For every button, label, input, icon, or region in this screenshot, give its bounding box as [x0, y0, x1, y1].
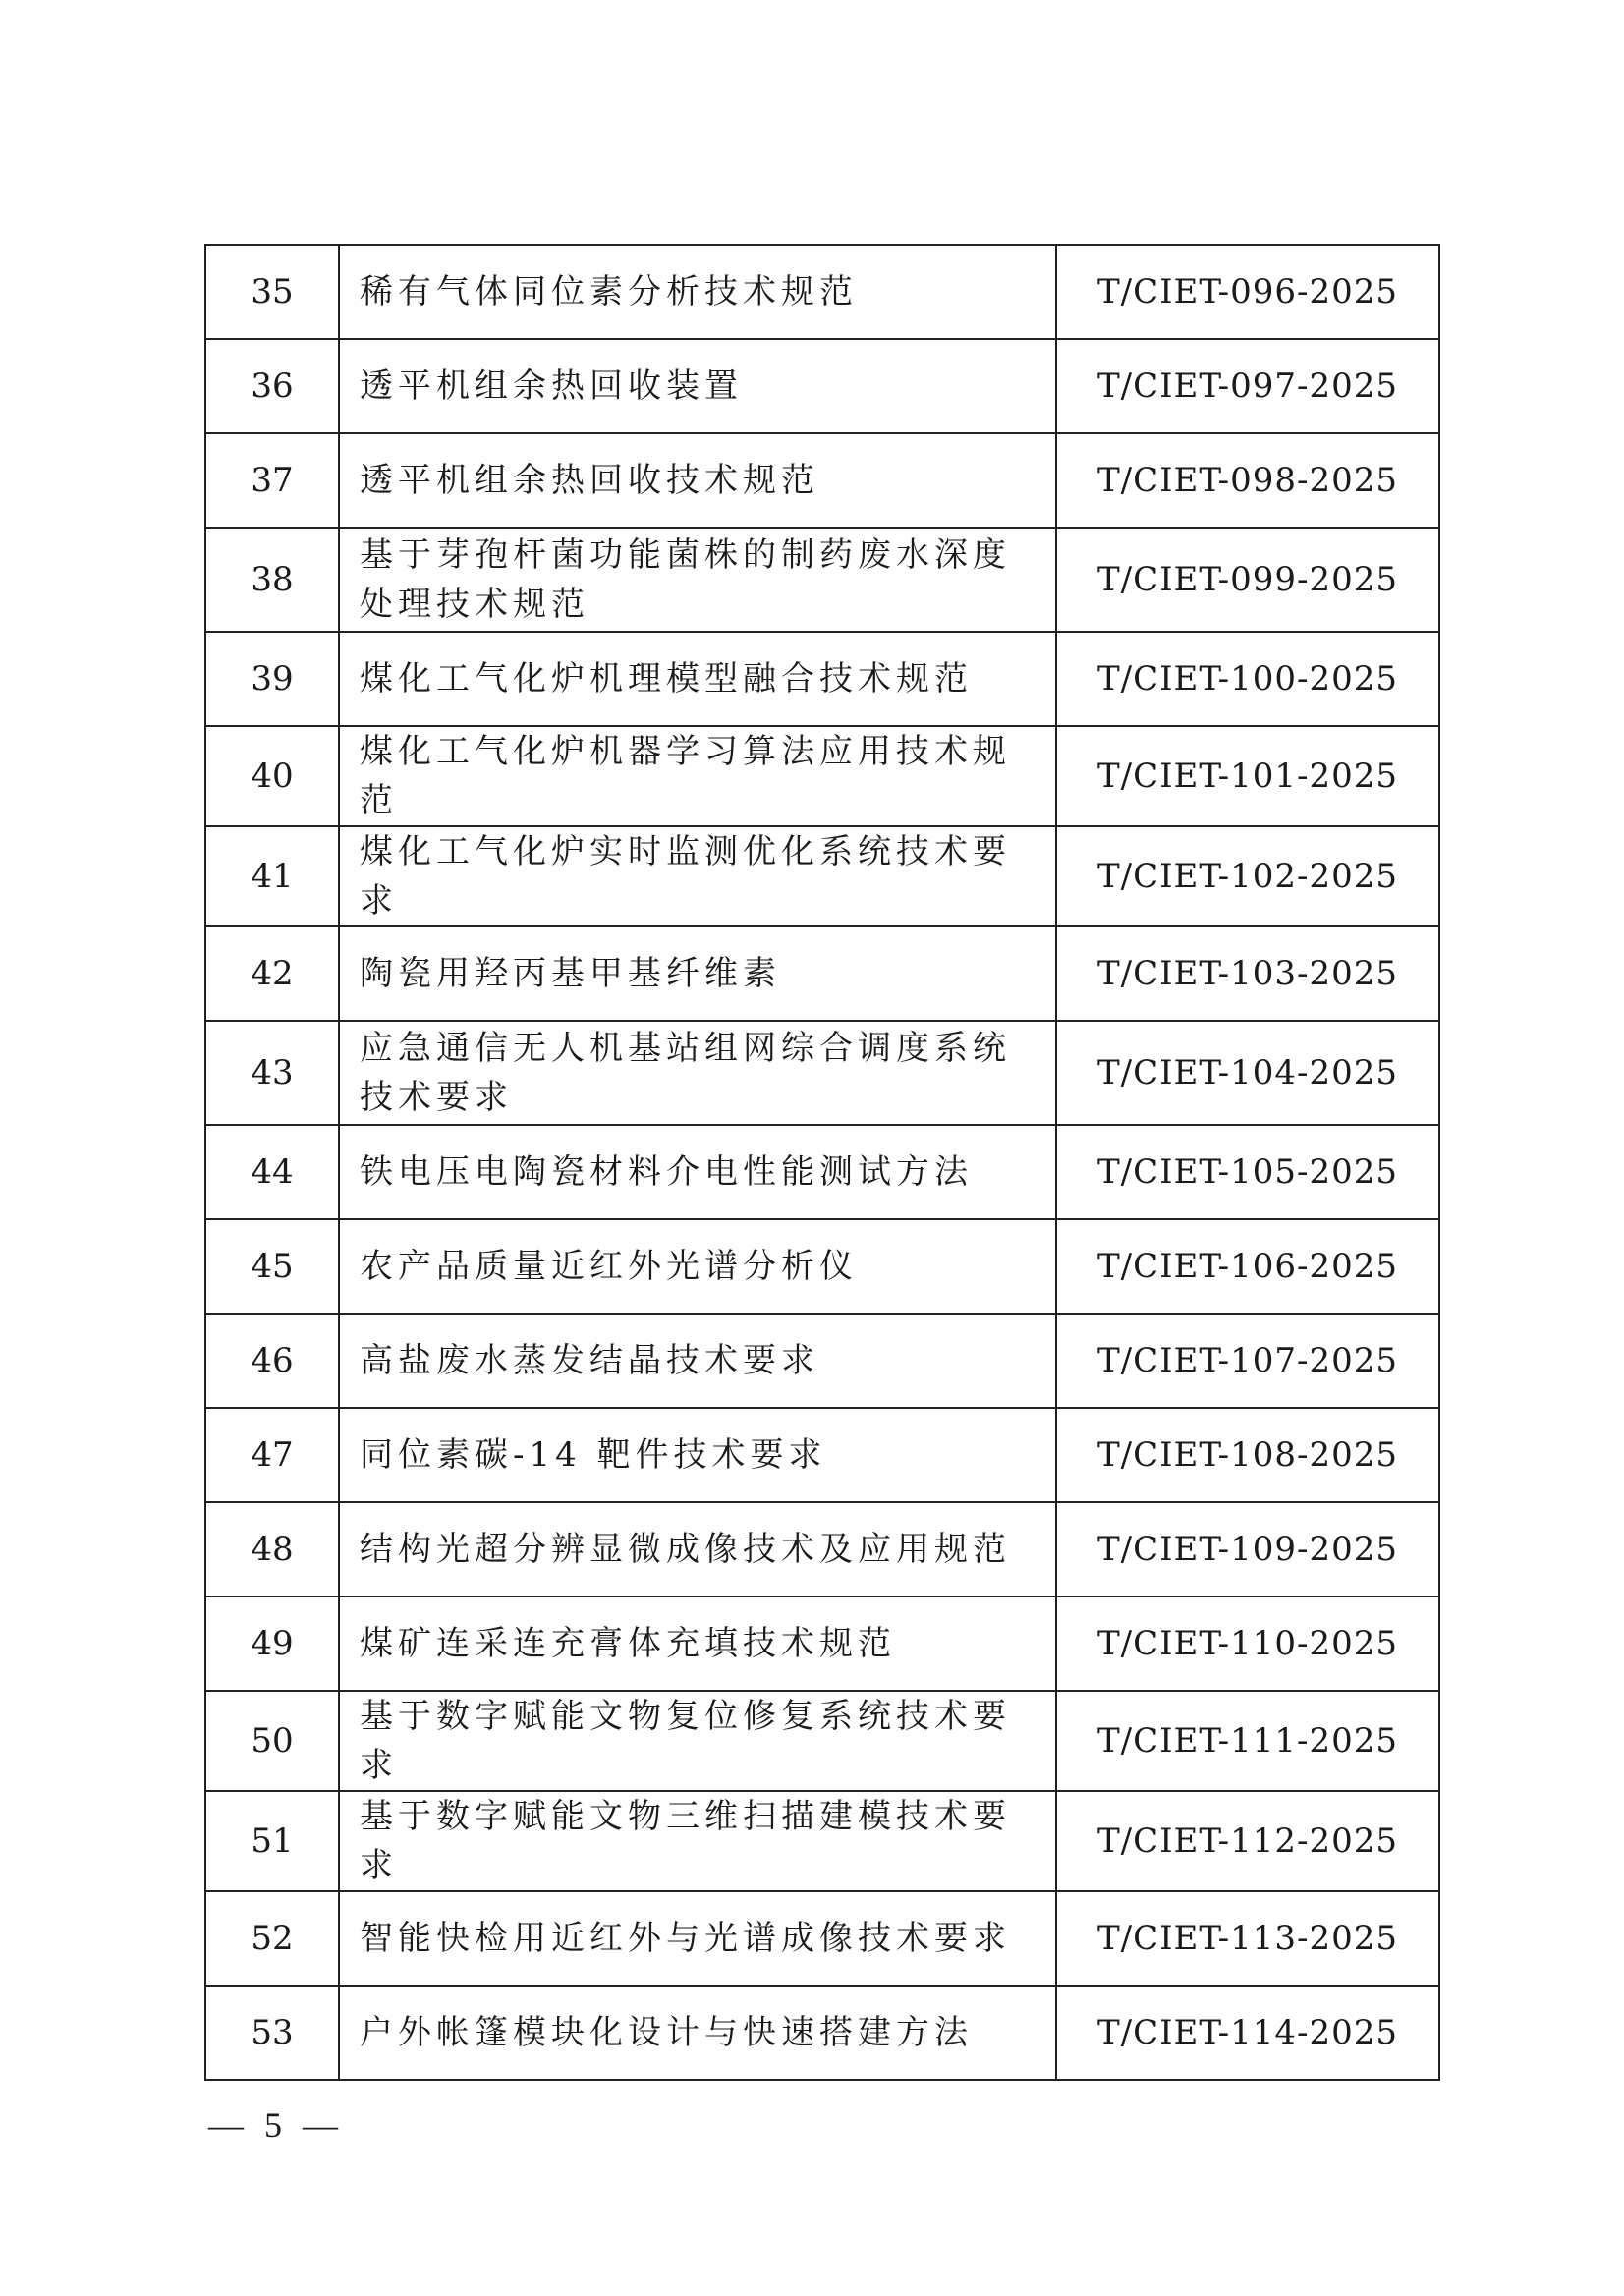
table-row	[205, 245, 1439, 339]
standard-code: T/CIET-109-2025	[1056, 1502, 1439, 1596]
standard-code: T/CIET-104-2025	[1056, 1021, 1439, 1125]
standard-code: T/CIET-103-2025	[1056, 926, 1439, 1021]
row-number: 51	[205, 1791, 339, 1891]
row-number: 52	[205, 1891, 339, 1986]
standard-name: 农产品质量近红外光谱分析仪	[339, 1219, 1056, 1314]
row-number: 53	[205, 1986, 339, 2080]
standard-code: T/CIET-111-2025	[1056, 1691, 1439, 1791]
standard-name: 透平机组余热回收装置	[339, 339, 1056, 433]
standard-code: T/CIET-100-2025	[1056, 632, 1439, 726]
standard-code: T/CIET-107-2025	[1056, 1314, 1439, 1408]
row-number: 46	[205, 1314, 339, 1408]
row-number: 40	[205, 726, 339, 826]
row-number: 50	[205, 1691, 339, 1791]
table-row	[205, 1891, 1439, 1986]
table-row	[205, 632, 1439, 726]
standard-name: 煤化工气化炉机器学习算法应用技术规范	[339, 726, 1056, 826]
standard-code: T/CIET-112-2025	[1056, 1791, 1439, 1891]
row-number: 35	[205, 245, 339, 339]
row-number: 45	[205, 1219, 339, 1314]
standard-name: 高盐废水蒸发结晶技术要求	[339, 1314, 1056, 1408]
standard-code: T/CIET-108-2025	[1056, 1408, 1439, 1502]
table-row	[205, 726, 1439, 826]
standard-name: 铁电压电陶瓷材料介电性能测试方法	[339, 1125, 1056, 1219]
standards-table	[204, 244, 1440, 2081]
table-row	[205, 826, 1439, 926]
standard-name: 基于数字赋能文物三维扫描建模技术要求	[339, 1791, 1056, 1891]
standard-code: T/CIET-110-2025	[1056, 1596, 1439, 1691]
standard-code: T/CIET-101-2025	[1056, 726, 1439, 826]
row-number: 37	[205, 433, 339, 528]
standard-code: T/CIET-098-2025	[1056, 433, 1439, 528]
row-number: 36	[205, 339, 339, 433]
standard-code: T/CIET-097-2025	[1056, 339, 1439, 433]
row-number: 38	[205, 528, 339, 632]
standard-name: 结构光超分辨显微成像技术及应用规范	[339, 1502, 1056, 1596]
row-number: 47	[205, 1408, 339, 1502]
standard-code: T/CIET-114-2025	[1056, 1986, 1439, 2080]
standard-name: 陶瓷用羟丙基甲基纤维素	[339, 926, 1056, 1021]
table-row	[205, 1125, 1439, 1219]
table-row	[205, 528, 1439, 632]
standard-name: 基于芽孢杆菌功能菌株的制药废水深度处理技术规范	[339, 528, 1056, 632]
table-row	[205, 1021, 1439, 1125]
row-number: 48	[205, 1502, 339, 1596]
table-row	[205, 433, 1439, 528]
table-row	[205, 1596, 1439, 1691]
standard-name: 基于数字赋能文物复位修复系统技术要求	[339, 1691, 1056, 1791]
row-number: 49	[205, 1596, 339, 1691]
table-row	[205, 1314, 1439, 1408]
standard-code: T/CIET-105-2025	[1056, 1125, 1439, 1219]
standard-name: 稀有气体同位素分析技术规范	[339, 245, 1056, 339]
standard-name: 透平机组余热回收技术规范	[339, 433, 1056, 528]
standard-code: T/CIET-113-2025	[1056, 1891, 1439, 1986]
standard-code: T/CIET-096-2025	[1056, 245, 1439, 339]
page-number: — 5 —	[208, 2105, 344, 2145]
row-number: 39	[205, 632, 339, 726]
table-row	[205, 1408, 1439, 1502]
standard-name: 煤矿连采连充膏体充填技术规范	[339, 1596, 1056, 1691]
row-number: 41	[205, 826, 339, 926]
table-row	[205, 1791, 1439, 1891]
table-row	[205, 926, 1439, 1021]
table-row	[205, 339, 1439, 433]
standard-code: T/CIET-106-2025	[1056, 1219, 1439, 1314]
standard-code: T/CIET-102-2025	[1056, 826, 1439, 926]
row-number: 43	[205, 1021, 339, 1125]
standard-name: 煤化工气化炉实时监测优化系统技术要求	[339, 826, 1056, 926]
table-row	[205, 1691, 1439, 1791]
row-number: 44	[205, 1125, 339, 1219]
table-row	[205, 1219, 1439, 1314]
row-number: 42	[205, 926, 339, 1021]
standard-name: 应急通信无人机基站组网综合调度系统技术要求	[339, 1021, 1056, 1125]
standard-name: 户外帐篷模块化设计与快速搭建方法	[339, 1986, 1056, 2080]
standard-name: 智能快检用近红外与光谱成像技术要求	[339, 1891, 1056, 1986]
standard-code: T/CIET-099-2025	[1056, 528, 1439, 632]
standard-name: 同位素碳-14 靶件技术要求	[339, 1408, 1056, 1502]
table-row	[205, 1502, 1439, 1596]
standard-name: 煤化工气化炉机理模型融合技术规范	[339, 632, 1056, 726]
table-row	[205, 1986, 1439, 2080]
